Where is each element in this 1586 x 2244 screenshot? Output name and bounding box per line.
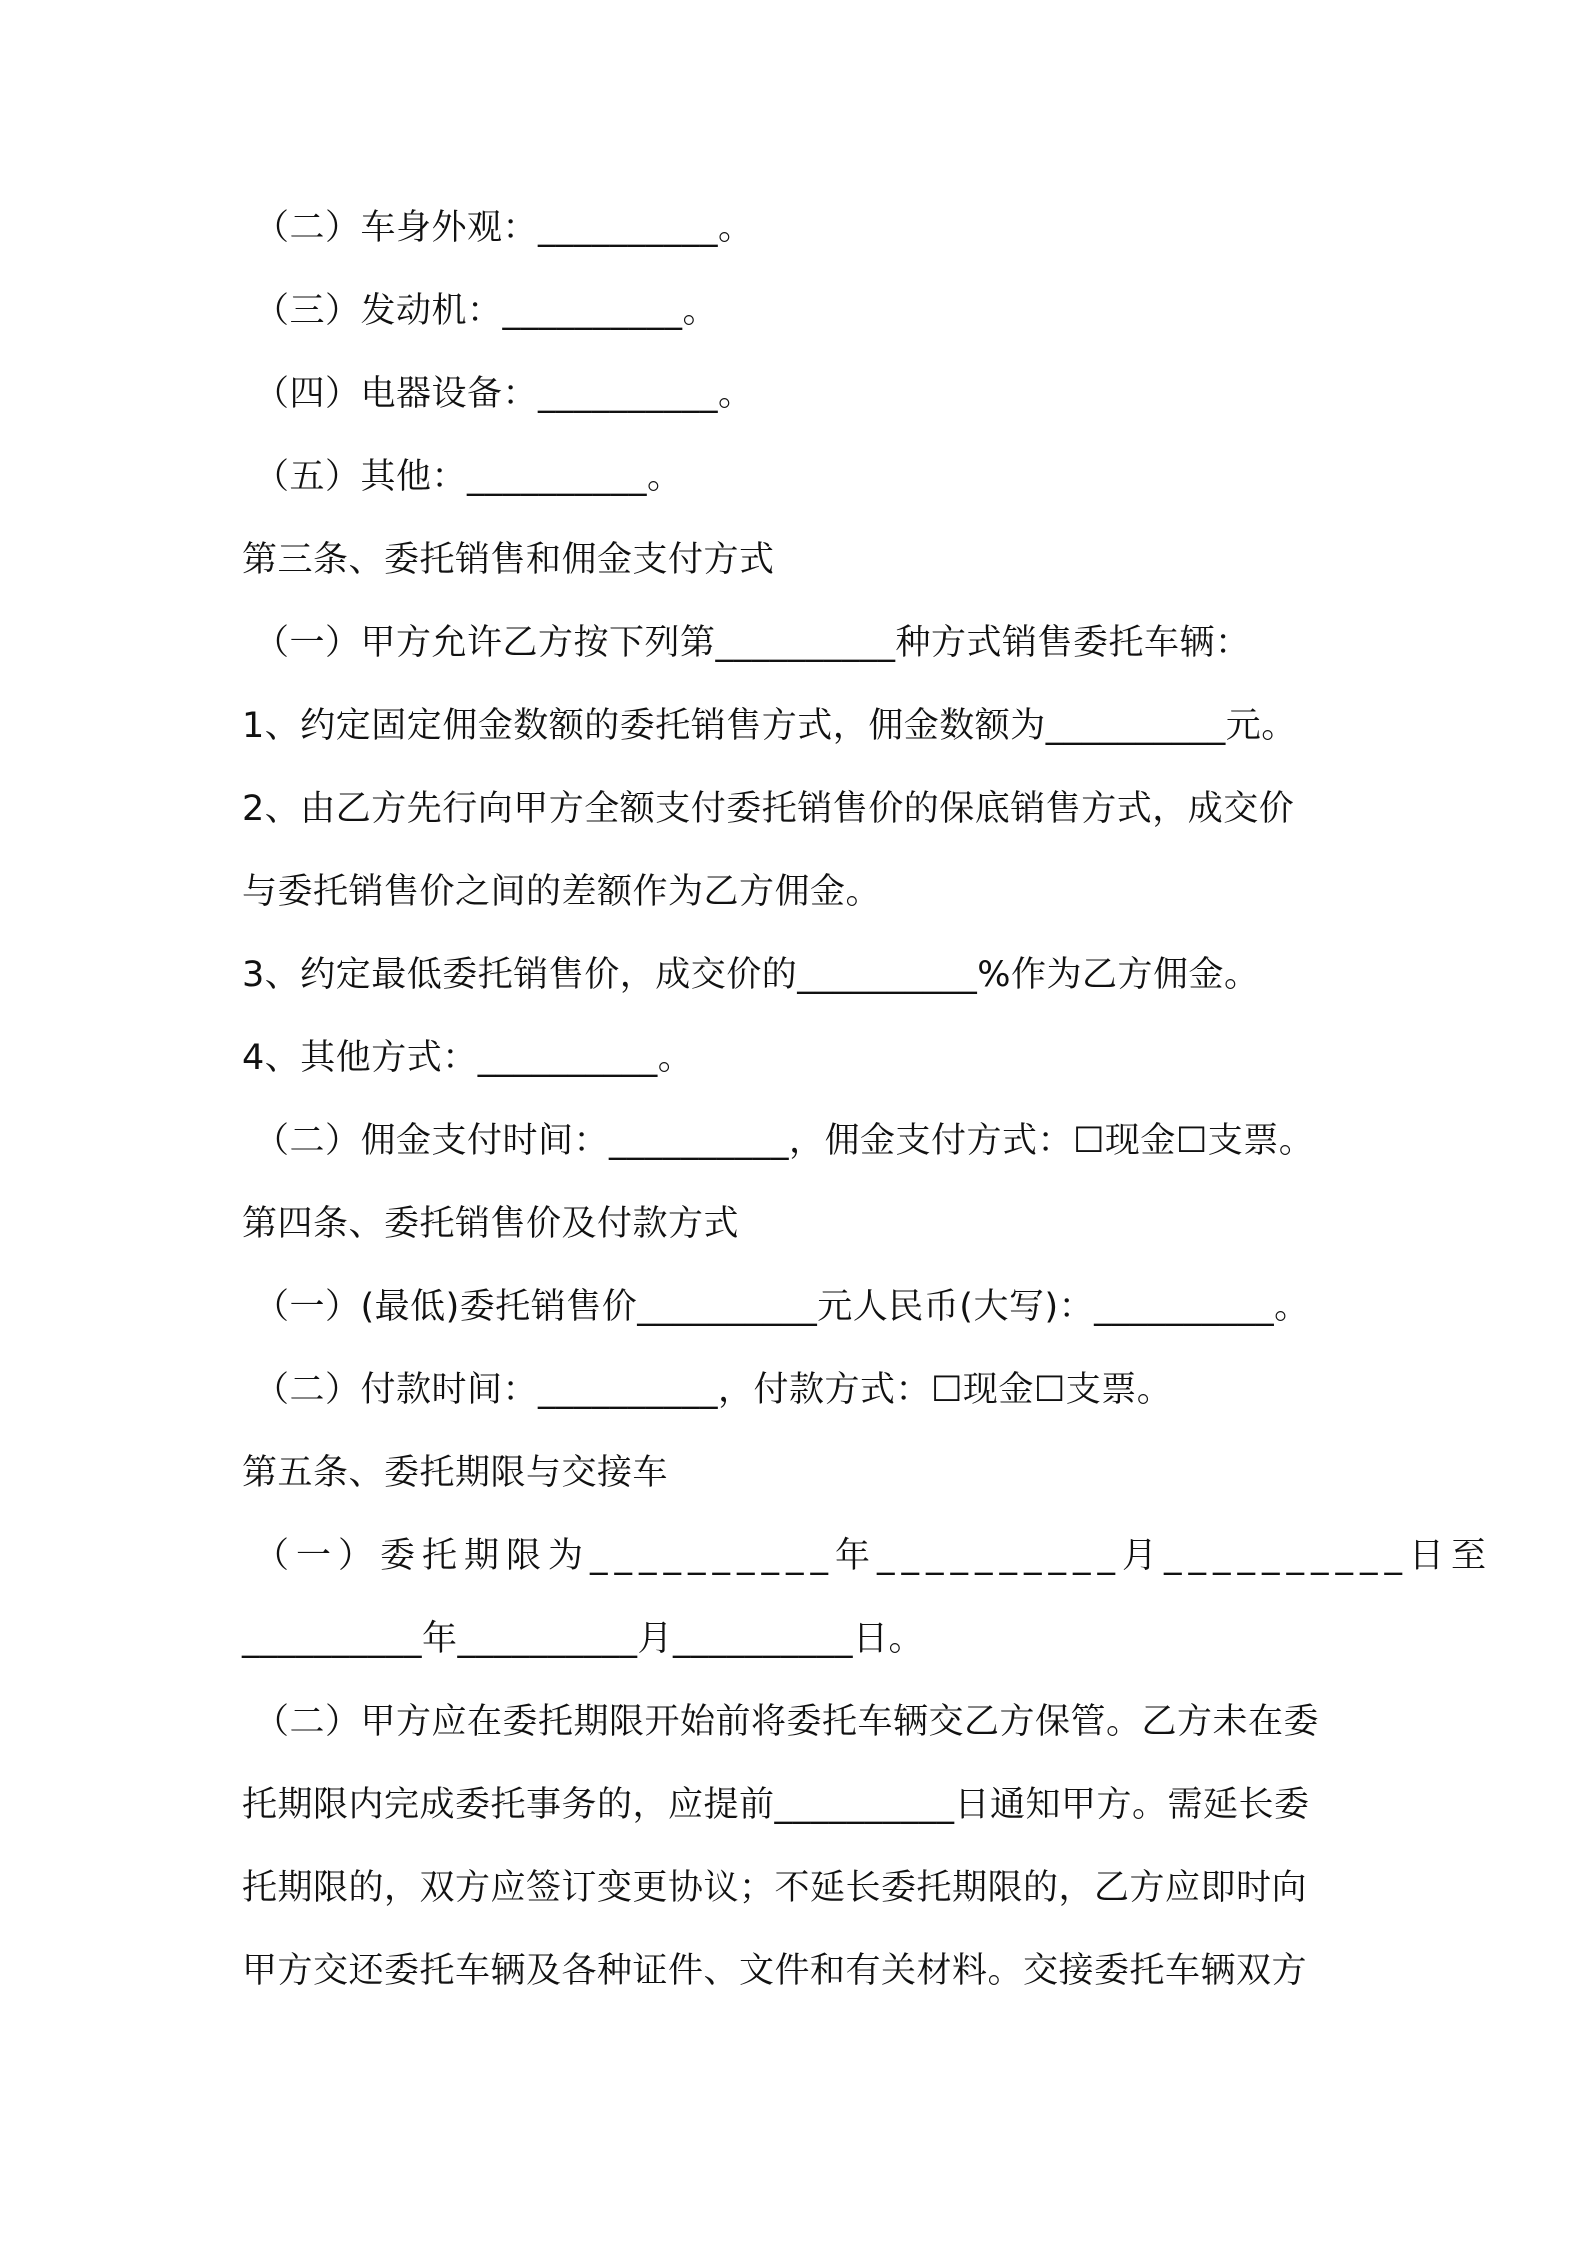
section-heading-article-3: 第三条、委托销售和佣金支付方式 bbox=[242, 540, 775, 580]
item-other: （五）其他：__________。 bbox=[254, 457, 683, 497]
article-3-option-2-line-1: 2、由乙方先行向甲方全额支付委托销售价的保底销售方式，成交价 bbox=[242, 789, 1295, 829]
article-5-clause-2-line-4: 甲方交还委托车辆及各种证件、文件和有关材料。交接委托车辆双方 bbox=[242, 1951, 1308, 1991]
article-5-clause-1-line-1: （一）委托期限为__________年__________月__________日至 bbox=[254, 1536, 1494, 1576]
item-engine: （三）发动机：__________。 bbox=[254, 291, 719, 331]
article-5-clause-2-line-3: 托期限的，双方应签订变更协议；不延长委托期限的，乙方应即时向 bbox=[242, 1868, 1308, 1908]
item-body-appearance: （二）车身外观：__________。 bbox=[254, 208, 754, 248]
article-5-clause-2-line-1: （二）甲方应在委托期限开始前将委托车辆交乙方保管。乙方未在委 bbox=[254, 1702, 1320, 1742]
item-electrical-equipment: （四）电器设备：__________。 bbox=[254, 374, 754, 414]
article-5-clause-1-line-2: __________年__________月__________日。 bbox=[242, 1619, 925, 1659]
article-5-clause-2-line-2: 托期限内完成委托事务的，应提前__________日通知甲方。需延长委 bbox=[242, 1785, 1310, 1825]
article-3-clause-1: （一）甲方允许乙方按下列第__________种方式销售委托车辆： bbox=[254, 623, 1251, 663]
article-3-option-1: 1、约定固定佣金数额的委托销售方式，佣金数额为__________元。 bbox=[242, 706, 1297, 746]
section-heading-article-4: 第四条、委托销售价及付款方式 bbox=[242, 1204, 740, 1244]
article-4-clause-2: （二）付款时间：__________，付款方式：☐现金☐支票。 bbox=[254, 1370, 1173, 1410]
article-3-option-4: 4、其他方式：__________。 bbox=[242, 1038, 694, 1078]
article-3-option-3: 3、约定最低委托销售价，成交价的__________%作为乙方佣金。 bbox=[242, 955, 1260, 995]
article-3-option-2-line-2: 与委托销售价之间的差额作为乙方佣金。 bbox=[242, 872, 882, 912]
section-heading-article-5: 第五条、委托期限与交接车 bbox=[242, 1453, 669, 1493]
article-3-clause-2: （二）佣金支付时间：__________，佣金支付方式：☐现金☐支票。 bbox=[254, 1121, 1315, 1161]
article-4-clause-1: （一）(最低)委托销售价__________元人民币(大写)：__________。 bbox=[254, 1287, 1310, 1327]
